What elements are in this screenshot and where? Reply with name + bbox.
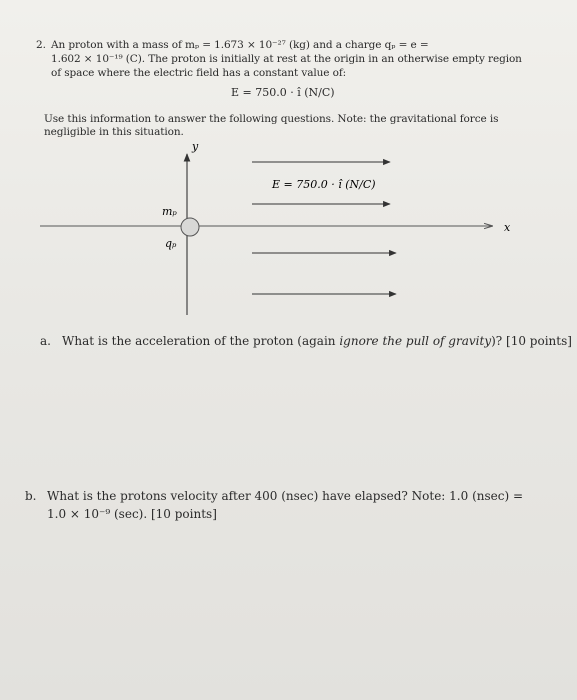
- problem-number: 2.: [36, 39, 47, 51]
- question-b-line-1: What is the protons velocity after 400 (nsec) have elapsed? Note: 1.0 (nsec) =: [47, 489, 524, 503]
- mass-label: mₚ: [162, 205, 177, 218]
- proton-particle: [181, 218, 199, 236]
- field-label: E = 750.0 · î (N/C): [272, 178, 376, 191]
- question-a-label: a.: [40, 334, 51, 348]
- instruction-line-2: negligible in this situation.: [44, 126, 184, 138]
- problem-line-3: of space where the electric field has a constant value of:: [51, 67, 347, 79]
- question-a-text-end: )? [10 points]: [491, 334, 572, 348]
- x-axis-label: x: [504, 221, 511, 234]
- y-axis-label: y: [192, 140, 199, 153]
- field-equation: E = 750.0 · î (N/C): [231, 86, 335, 99]
- question-a-text: [62, 334, 572, 348]
- instruction-line-1: Use this information to answer the following questions. Note: the gravitational force is: [44, 113, 499, 125]
- charge-label: qₚ: [165, 237, 177, 250]
- field-diagram: [0, 130, 577, 450]
- question-b-line-2: 1.0 × 10⁻⁹ (sec). [10 points]: [47, 507, 217, 521]
- problem-line-1: An proton with a mass of mₚ = 1.673 × 10⁻²⁷ (kg) and a charge qₚ = e =: [51, 39, 429, 51]
- question-b-label: b.: [25, 489, 37, 503]
- problem-line-2: 1.602 × 10⁻¹⁹ (C). The proton is initially at rest at the origin in an otherwise empty region: [51, 53, 522, 65]
- question-a-text-start: What is the acceleration of the proton (again: [62, 334, 340, 348]
- question-a-italic: ignore the pull of gravity: [339, 334, 492, 348]
